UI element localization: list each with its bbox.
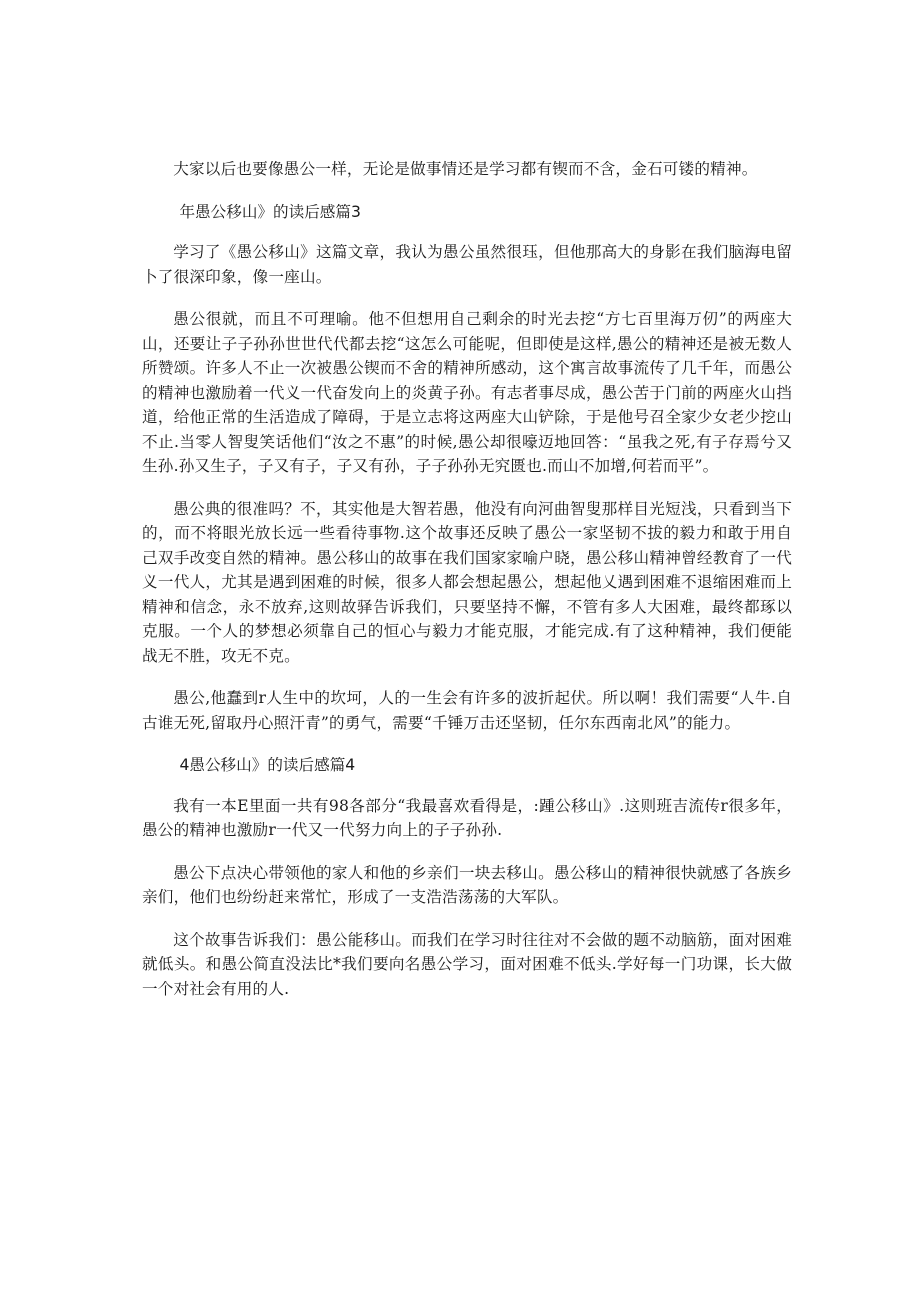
paragraph-closing-sentence: 大家以后也要像愚公一样，无论是做事情还是学习都有锲而不含，金石可镂的精神。 [173,160,758,178]
paragraph: 学习了《愚公移山》这篇文章，我认为愚公虽然很珏，但他那高大的身影在我们脑海电留卜了很深印象，像一座山。 [142,243,792,286]
document-body [142,157,792,1019]
paragraph: 愚公,他蠢到r人生中的坎坷，人的一生会有许多的波折起伏。所以啊！我们需要“人牛.自古谁无死,留取丹心照汗青”的勇气，需要“千锤万击还坚韧，任尔东西南北风”的能力。 [142,689,792,732]
paragraph: 愚公很就，而且不可理喻。他不但想用自己剩余的时光去挖“方七百里海万仞”的两座大山，还要让子子孙孙世世代代都去挖“这怎么可能呢，但即使是这样,愚公的精神还是被无数人所赞颂。许多人不止一次被愚公锲而不舍的精神所感动，这个寓言故事流传了几千年，而愚公的精神也激励着一代义一代奋发向上的炎黄子孙。有志者事尽成，愚公苦于门前的两座火山挡道，给他正常的生活造成了障碍，于是立志将这两座大山铲除，于是他号召全家少女老少挖山不止.当零人智叟笑话他们“汝之不惠”的时候,愚公却很嚎迈地回答：“虽我之死,有子存焉兮又生孙.孙又生子，子又有子，子又有孙，子子孙孙无究匮也.而山不加增,何若而平”。 [142,310,792,475]
section-heading-3: 年愚公移山》的读后感篇3 [179,202,361,221]
paragraph: 愚公下点决心带领他的家人和他的乡亲们一块去移山。愚公移山的精神很快就感了各族乡亲们，他们也纷纷赶来常忙，形成了一支浩浩荡荡的大军队。 [142,863,792,906]
section-heading-4: 4愚公移山》的读后感篇4 [179,756,356,774]
paragraph: 这个故事告诉我们：愚公能移山。而我们在学习时往往对不会做的题不动脑筋，面对困难就低头。和愚公简直没法比*我们要向名愚公学习，面对困难不低头.学好每一门功课，长大做一个对社会有用的人. [142,930,792,998]
paragraph: 愚公典的很准吗？不，其实他是大智若愚，他没有向河曲智叟那样目光短浅，只看到当下的，而不将眼光放长远一些看待事物.这个故事还反映了愚公一家坚韧不拔的毅力和敢于用自己双手改变自然的精神。愚公移山的故事在我们国家家喻户晓，愚公移山精神曾经教育了一代义一代人，尤其是遇到困难的时候，很多人都会想起愚公，想起他乂遇到困难不退缩困难而上精神和信念，永不放弃,这则故驿告诉我们，只要坚持不懈，不管有多人大困难，最终都琢以克服。一个人的梦想必须靠自己的恒心与毅力才能克服，才能完成.有了这种精神，我们便能战无不胜，攻无不克。 [142,499,792,665]
paragraph: 我有一本E里面一共有98各部分“我最喜欢看得是，:踵公移山》.这则班吉流传r很多年，愚公的精神也激励r一代又一代努力向上的子子孙孙. [142,796,792,839]
